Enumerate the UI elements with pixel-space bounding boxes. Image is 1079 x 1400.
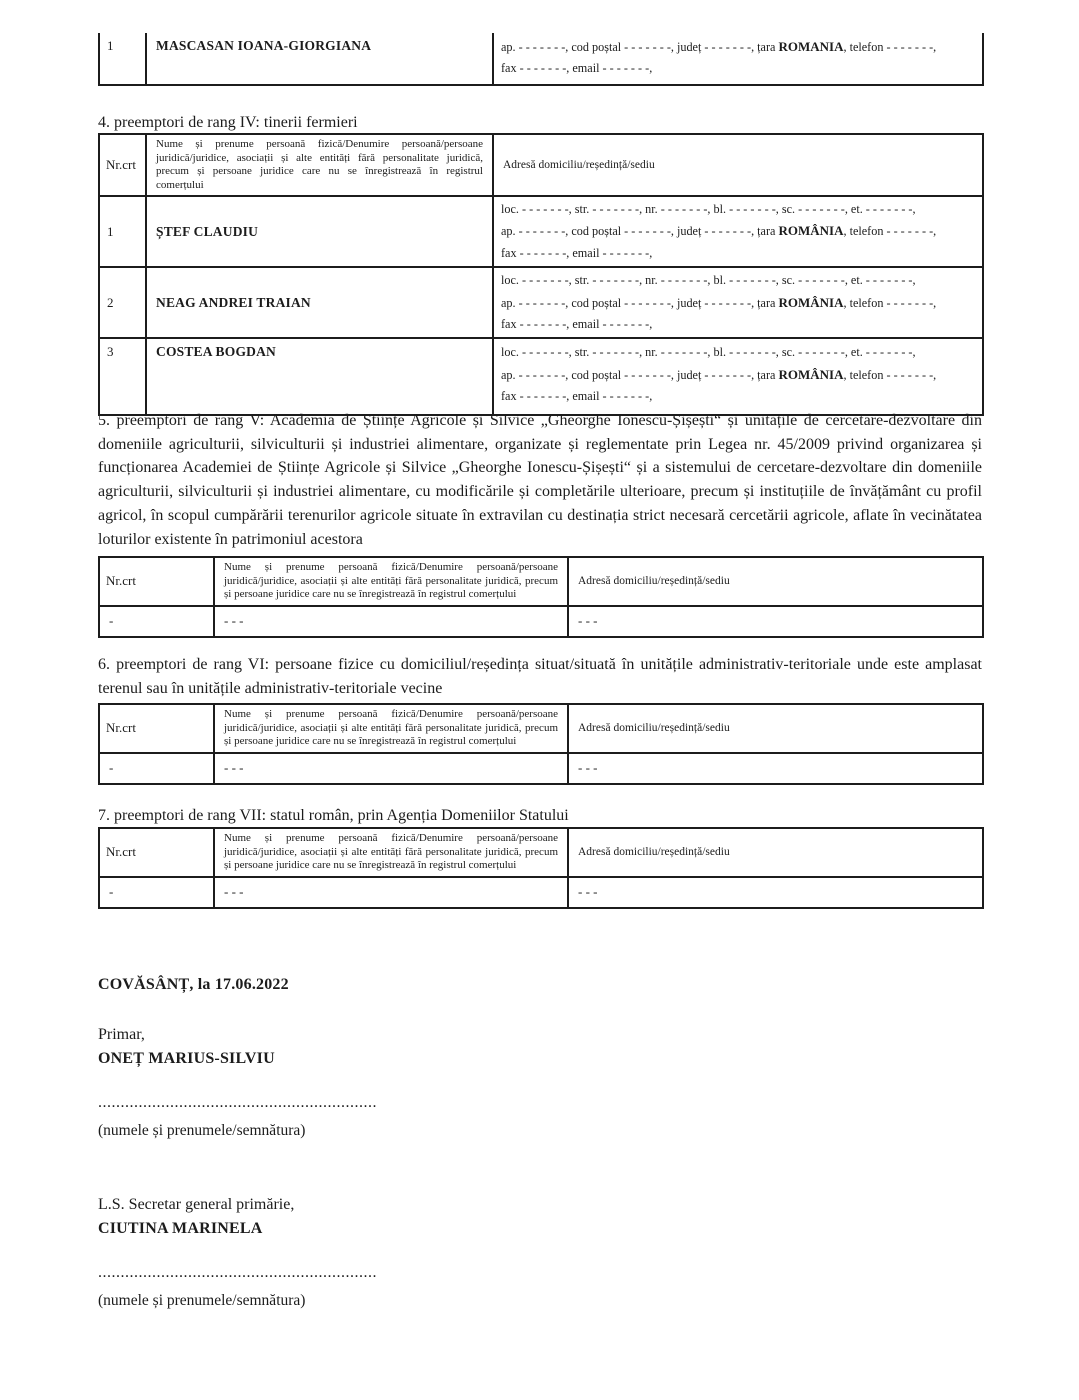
cell-name: MASCASAN IOANA-GIORGIANA xyxy=(146,33,493,85)
rank3-table-fragment xyxy=(98,33,984,86)
address-line: fax - - - - - - -, email - - - - - - -, xyxy=(501,245,653,260)
address-line xyxy=(501,36,975,58)
cell-name: - - - xyxy=(214,753,568,784)
table-header-row xyxy=(99,134,983,196)
address-text: ap. - - - - - - -, cod poștal - - - - - - -, județ - - - - - - -, țara xyxy=(501,40,779,54)
cell-nr: - xyxy=(99,606,214,637)
cell-nr: - xyxy=(99,753,214,784)
address-text: , telefon - - - - - - -, xyxy=(843,295,937,310)
rank6-table xyxy=(98,703,984,785)
table-row xyxy=(99,753,983,784)
cell-address xyxy=(493,267,983,338)
col-header-address: Adresă domiciliu/reședință/sediu xyxy=(568,828,983,877)
signature-role: L.S. Secretar general primărie, xyxy=(98,1196,295,1213)
cell-address xyxy=(493,33,983,85)
cell-address: - - - xyxy=(568,753,983,784)
col-header-name: Nume și prenume persoană fizică/Denumire persoană/persoane juridică/juridice, asociații și alte entități fără personalitate juridică, precum și persoane juridice care nu se înregistrează în registrul comerțului xyxy=(146,134,493,196)
cell-address xyxy=(493,338,983,415)
cell-name: - - - xyxy=(214,606,568,637)
address-line: loc. - - - - - - -, str. - - - - - - -, nr. - - - - - - -, bl. - - - - - - -, sc. - - - - - - -, et. - - - - - - -, xyxy=(501,273,916,288)
col-header-address: Adresă domiciliu/reședință/sediu xyxy=(568,704,983,753)
address-line xyxy=(501,220,975,242)
cell-nr: 2 xyxy=(99,267,146,338)
address-text: , telefon - - - - - - -, xyxy=(843,40,937,54)
section7-heading: 7. preemptori de rang VII: statul român, prin Agenția Domeniilor Statului xyxy=(98,807,569,824)
signature-name: CIUTINA MARINELA xyxy=(98,1220,263,1237)
table-row xyxy=(99,338,983,415)
signature-caption: (numele și prenumele/semnătura) xyxy=(98,1292,306,1309)
cell-name: - - - xyxy=(214,877,568,908)
country-name: ROMÂNIA xyxy=(778,294,844,310)
cell-address xyxy=(493,196,983,267)
col-header-nr: Nr.crt xyxy=(99,557,214,606)
table-row xyxy=(99,877,983,908)
signature-caption: (numele și prenumele/semnătura) xyxy=(98,1122,306,1139)
table-header-row xyxy=(99,828,983,877)
section6-heading: 6. preemptori de rang VI: persoane fizice cu domiciliul/reședința situat/situată în unitățile administrativ-teritoriale unde este amplasat terenul sau în unitățile administrativ-teritoriale vecine xyxy=(98,656,982,697)
col-header-address: Adresă domiciliu/reședință/sediu xyxy=(568,557,983,606)
table-row xyxy=(99,33,983,85)
signature-dots-line: .............................................................. xyxy=(98,1264,377,1281)
address-text: , telefon - - - - - - -, xyxy=(843,367,937,382)
col-header-nr: Nr.crt xyxy=(99,828,214,877)
table-row xyxy=(99,606,983,637)
table-header-row xyxy=(99,704,983,753)
address-line xyxy=(501,364,975,386)
rank4-table xyxy=(98,133,984,416)
table-row xyxy=(99,196,983,267)
country-name: ROMÂNIA xyxy=(778,223,844,239)
address-text: ap. - - - - - - -, cod poștal - - - - - - -, județ - - - - - - -, țara xyxy=(501,367,779,382)
address-line: fax - - - - - - -, email - - - - - - -, xyxy=(501,317,653,332)
place-date: COVĂSÂNȚ, la 17.06.2022 xyxy=(98,976,289,993)
address-text: ap. - - - - - - -, cod poștal - - - - - - -, județ - - - - - - -, țara xyxy=(501,224,779,239)
address-line: loc. - - - - - - -, str. - - - - - - -, nr. - - - - - - -, bl. - - - - - - -, sc. - - - - - - -, et. - - - - - - -, xyxy=(501,345,916,360)
cell-nr: 3 xyxy=(99,338,146,415)
address-text: , telefon - - - - - - -, xyxy=(843,224,937,239)
cell-name: COSTEA BOGDAN xyxy=(146,338,493,415)
col-header-name: Nume și prenume persoană fizică/Denumire persoană/persoane juridică/juridice, asociații și alte entități fără personalitate juridică, precum și persoane juridice care nu se înregistrează în registrul comerțului xyxy=(214,704,568,753)
signature-role: Primar, xyxy=(98,1026,145,1043)
country-name: ROMANIA xyxy=(778,39,844,54)
table-header-row xyxy=(99,557,983,606)
cell-name: NEAG ANDREI TRAIAN xyxy=(146,267,493,338)
cell-name: ȘTEF CLAUDIU xyxy=(146,196,493,267)
table-row xyxy=(99,267,983,338)
cell-nr: 1 xyxy=(99,33,146,85)
address-text: ap. - - - - - - -, cod poștal - - - - - - -, județ - - - - - - -, țara xyxy=(501,295,779,310)
section5-heading: 5. preemptori de rang V: Academia de Științe Agricole și Silvice „Gheorghe Ionescu-Șișești“ și unitățile de cercetare-dezvoltare din domeniile agriculturii, silviculturii și industriei alimentare, organizate și reglementate prin Legea nr. 45/2009 privind organizarea și funcționarea Academiei de Științe Agricole și Silvice „Gheorghe Ionescu-Șișești“ și a sistemului de cercetare-dezvoltare din domeniile agriculturii, silviculturii și industriei alimentare, cu modificările și completările ulterioare, precum și instituțiile de învățământ cu profil agricol, în scopul cumpărării terenurilor agricole situate în extravilan cu destinația strict necesară cercetării agricole, aflate în vecinătatea loturilor existente în patrimoniul acestora xyxy=(98,412,982,548)
col-header-address: Adresă domiciliu/reședință/sediu xyxy=(493,134,983,196)
rank7-table xyxy=(98,827,984,909)
col-header-name: Nume și prenume persoană fizică/Denumire persoană/persoane juridică/juridice, asociații și alte entități fără personalitate juridică, precum și persoane juridice care nu se înregistrează în registrul comerțului xyxy=(214,828,568,877)
address-line: fax - - - - - - -, email - - - - - - -, xyxy=(501,389,653,404)
col-header-nr: Nr.crt xyxy=(99,704,214,753)
col-header-name: Nume și prenume persoană fizică/Denumire persoană/persoane juridică/juridice, asociații și alte entități fără personalitate juridică, precum și persoane juridice care nu se înregistrează în registrul comerțului xyxy=(214,557,568,606)
cell-nr: 1 xyxy=(99,196,146,267)
signature-name: ONEȚ MARIUS-SILVIU xyxy=(98,1050,275,1067)
country-name: ROMÂNIA xyxy=(778,366,844,382)
cell-nr: - xyxy=(99,877,214,908)
rank5-table xyxy=(98,556,984,638)
col-header-nr: Nr.crt xyxy=(99,134,146,196)
address-line: loc. - - - - - - -, str. - - - - - - -, nr. - - - - - - -, bl. - - - - - - -, sc. - - - - - - -, et. - - - - - - -, xyxy=(501,202,916,216)
cell-address: - - - xyxy=(568,877,983,908)
address-line: fax - - - - - - -, email - - - - - - -, xyxy=(501,61,653,76)
cell-address: - - - xyxy=(568,606,983,637)
section4-heading: 4. preemptori de rang IV: tinerii fermieri xyxy=(98,114,358,131)
address-line xyxy=(501,292,975,314)
signature-dots-line: .............................................................. xyxy=(98,1094,377,1111)
